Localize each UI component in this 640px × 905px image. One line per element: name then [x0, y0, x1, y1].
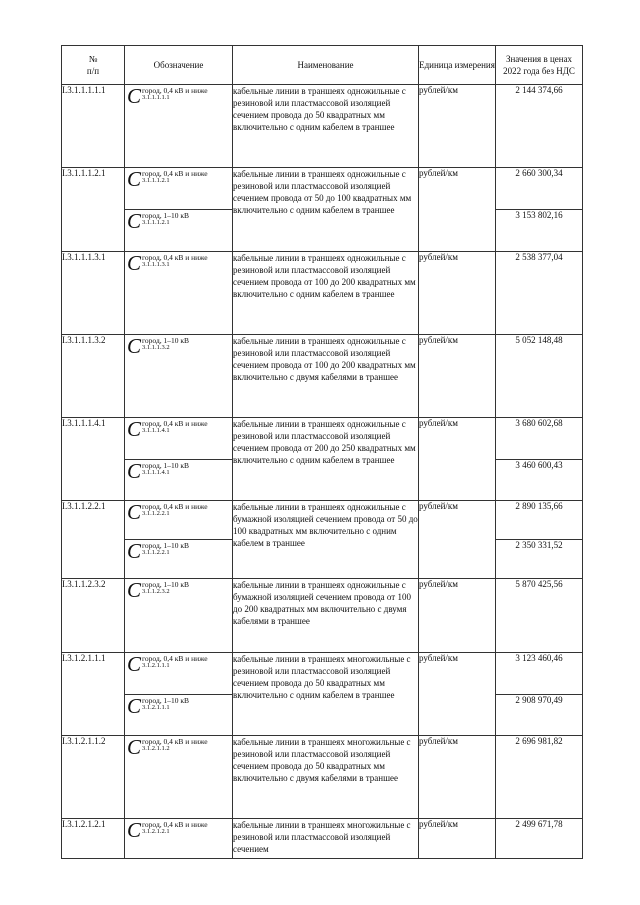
symbol-letter: C [127, 694, 142, 718]
table-row [62, 418, 583, 460]
symbol-code: 3.1.2.1.2.1 [142, 828, 170, 835]
symbol-code: 3.1.1.1.4.1 [142, 427, 170, 434]
designation-cell [125, 695, 233, 736]
unit-cell: рублей/км [419, 653, 496, 736]
symbol-tag: город, 1–10 кВ [142, 211, 190, 220]
header-price: Значения в ценах 2022 года без НДС [496, 46, 583, 85]
item-name: кабельные линии в траншеях одножильные с бумажной изоляцией сечением провода от 100 до 200 квадратных мм включительно с двумя кабелями в траншее [233, 579, 419, 653]
symbol-tag: город, 0,4 кВ и ниже [142, 502, 208, 511]
symbol-indices [142, 86, 208, 102]
row-number: I.3.1.2.1.1.1 [62, 653, 125, 736]
symbol-indices [142, 580, 189, 596]
header-unit: Единица измерения [419, 46, 496, 85]
item-name: кабельные линии в траншеях одножильные с резиновой или пластмассовой изоляцией сечением провода до 50 квадратных мм включительно с одним кабелем в траншее [233, 85, 419, 168]
designation-cell [125, 168, 233, 210]
price-value: 5 052 148,48 [496, 335, 583, 418]
row-number: I.3.1.1.1.3.2 [62, 335, 125, 418]
item-name: кабельные линии в траншеях одножильные с резиновой или пластмассовой изоляцией сечением провода от 50 до 100 квадратных мм включительно с одним кабелем в траншее [233, 168, 419, 252]
designation-symbol [125, 818, 232, 842]
table-row [62, 252, 583, 335]
item-name: кабельные линии в траншеях многожильные с резиновой или пластмассовой изоляцией сечением провода до 50 квадратных мм включительно с двумя кабелями в траншее [233, 736, 419, 819]
header-designation: Обозначение [125, 46, 233, 85]
designation-cell [125, 335, 233, 418]
symbol-letter: C [127, 539, 142, 563]
symbol-tag: город, 0,4 кВ и ниже [142, 169, 208, 178]
symbol-code: 3.1.1.1.3.2 [142, 344, 170, 351]
symbol-indices [142, 541, 189, 557]
designation-symbol [125, 209, 232, 233]
designation-symbol [125, 417, 232, 441]
symbol-letter: C [127, 500, 142, 524]
symbol-letter: C [127, 417, 142, 441]
designation-symbol [125, 694, 232, 718]
unit-cell: рублей/км [419, 168, 496, 252]
designation-symbol [125, 539, 232, 563]
table-row [62, 85, 583, 168]
price-value: 2 890 135,66 [496, 501, 583, 540]
symbol-tag: город, 1–10 кВ [142, 696, 190, 705]
symbol-indices [142, 654, 208, 670]
symbol-letter: C [127, 334, 142, 358]
designation-cell [125, 653, 233, 695]
item-name: кабельные линии в траншеях одножильные с бумажной изоляцией сечением провода от 50 до 100 квадратных мм включительно с одним кабелем в траншее [233, 501, 419, 579]
designation-cell [125, 252, 233, 335]
table-body [62, 85, 583, 859]
symbol-tag: город, 1–10 кВ [142, 541, 190, 550]
designation-symbol [125, 500, 232, 524]
table-row [62, 736, 583, 819]
header-name: Наименование [233, 46, 419, 85]
symbol-letter: C [127, 652, 142, 676]
symbol-indices [142, 253, 208, 269]
price-value: 3 680 602,68 [496, 418, 583, 460]
price-value: 2 908 970,49 [496, 695, 583, 736]
row-number: I.3.1.1.1.4.1 [62, 418, 125, 501]
table-row [62, 168, 583, 210]
table-header-row [62, 46, 583, 85]
symbol-code: 3.1.2.1.1.1 [142, 662, 170, 669]
designation-symbol [125, 459, 232, 483]
symbol-code: 3.1.1.1.4.1 [142, 469, 170, 476]
row-number: I.3.1.1.2.2.1 [62, 501, 125, 579]
symbol-indices [142, 820, 208, 836]
symbol-tag: город, 1–10 кВ [142, 336, 190, 345]
symbol-letter: C [127, 578, 142, 602]
designation-symbol [125, 334, 232, 358]
table-row [62, 335, 583, 418]
symbol-code: 3.1.2.1.1.2 [142, 745, 170, 752]
designation-cell [125, 460, 233, 501]
designation-cell [125, 736, 233, 819]
symbol-tag: город, 0,4 кВ и ниже [142, 737, 208, 746]
designation-symbol [125, 251, 232, 275]
header-num [62, 46, 125, 85]
price-value: 2 144 374,66 [496, 85, 583, 168]
item-name: кабельные линии в траншеях одножильные с резиновой или пластмассовой изоляцией сечением провода от 100 до 200 квадратных мм включительно с одним кабелем в траншее [233, 252, 419, 335]
designation-cell [125, 819, 233, 859]
symbol-tag: город, 1–10 кВ [142, 580, 190, 589]
designation-symbol [125, 735, 232, 759]
symbol-tag: город, 0,4 кВ и ниже [142, 253, 208, 262]
item-name: кабельные линии в траншеях одножильные с резиновой или пластмассовой изоляцией сечением провода от 100 до 200 квадратных мм включительно с двумя кабелями в траншее [233, 335, 419, 418]
price-value: 2 350 331,52 [496, 540, 583, 579]
symbol-letter: C [127, 167, 142, 191]
price-value: 3 460 600,43 [496, 460, 583, 501]
symbol-indices [142, 336, 189, 352]
symbol-code: 3.1.1.2.2.1 [142, 549, 170, 556]
item-name: кабельные линии в траншеях многожильные с резиновой или пластмассовой изоляцией сечением провода до 50 квадратных мм включительно с одним кабелем в траншее [233, 653, 419, 736]
symbol-letter: C [127, 251, 142, 275]
row-number: I.3.1.1.2.3.2 [62, 579, 125, 653]
symbol-indices [142, 737, 208, 753]
tariff-table [61, 45, 583, 859]
unit-cell: рублей/км [419, 819, 496, 859]
designation-cell [125, 210, 233, 252]
symbol-indices [142, 696, 189, 712]
unit-cell: рублей/км [419, 418, 496, 501]
header-num-symbol: № [88, 54, 98, 64]
designation-cell [125, 85, 233, 168]
symbol-code: 3.1.1.2.3.2 [142, 588, 170, 595]
unit-cell: рублей/км [419, 85, 496, 168]
symbol-indices [142, 169, 208, 185]
symbol-code: 3.1.1.2.2.1 [142, 510, 170, 517]
price-value: 3 123 460,46 [496, 653, 583, 695]
symbol-code: 3.1.1.1.3.1 [142, 261, 170, 268]
designation-symbol [125, 578, 232, 602]
unit-cell: рублей/км [419, 579, 496, 653]
symbol-letter: C [127, 209, 142, 233]
symbol-indices [142, 502, 208, 518]
row-number: I.3.1.1.1.1.1 [62, 85, 125, 168]
item-name: кабельные линии в траншеях одножильные с резиновой или пластмассовой изоляцией сечением провода от 200 до 250 квадратных мм включительно с одним кабелем в траншее [233, 418, 419, 501]
symbol-code: 3.1.1.1.1.1 [142, 94, 170, 101]
price-value: 5 870 425,56 [496, 579, 583, 653]
table-row [62, 579, 583, 653]
designation-cell [125, 540, 233, 579]
table-row [62, 501, 583, 540]
symbol-code: 3.1.1.1.2.1 [142, 219, 170, 226]
row-number: I.3.1.1.1.2.1 [62, 168, 125, 252]
table-row [62, 653, 583, 695]
symbol-letter: C [127, 818, 142, 842]
symbol-tag: город, 1–10 кВ [142, 461, 190, 470]
symbol-tag: город, 0,4 кВ и ниже [142, 86, 208, 95]
symbol-tag: город, 0,4 кВ и ниже [142, 820, 208, 829]
symbol-letter: C [127, 735, 142, 759]
designation-cell [125, 579, 233, 653]
row-number: I.3.1.2.1.2.1 [62, 819, 125, 859]
unit-cell: рублей/км [419, 335, 496, 418]
table-row [62, 819, 583, 859]
unit-cell: рублей/км [419, 501, 496, 579]
symbol-indices [142, 419, 208, 435]
symbol-indices [142, 211, 189, 227]
designation-symbol [125, 84, 232, 108]
designation-cell [125, 418, 233, 460]
symbol-code: 3.1.2.1.1.1 [142, 704, 170, 711]
designation-symbol [125, 652, 232, 676]
symbol-letter: C [127, 459, 142, 483]
symbol-indices [142, 461, 189, 477]
price-value: 2 660 300,34 [496, 168, 583, 210]
designation-symbol [125, 167, 232, 191]
row-number: I.3.1.1.1.3.1 [62, 252, 125, 335]
price-value: 3 153 802,16 [496, 210, 583, 252]
price-value: 2 538 377,04 [496, 252, 583, 335]
price-value: 2 499 671,78 [496, 819, 583, 859]
price-value: 2 696 981,82 [496, 736, 583, 819]
symbol-tag: город, 0,4 кВ и ниже [142, 419, 208, 428]
unit-cell: рублей/км [419, 252, 496, 335]
header-num-label: п/п [86, 66, 100, 76]
row-number: I.3.1.2.1.1.2 [62, 736, 125, 819]
item-name: кабельные линии в траншеях многожильные с резиновой или пластмассовой изоляцией сечением [233, 819, 419, 859]
symbol-code: 3.1.1.1.2.1 [142, 177, 170, 184]
symbol-letter: C [127, 84, 142, 108]
unit-cell: рублей/км [419, 736, 496, 819]
designation-cell [125, 501, 233, 540]
symbol-tag: город, 0,4 кВ и ниже [142, 654, 208, 663]
